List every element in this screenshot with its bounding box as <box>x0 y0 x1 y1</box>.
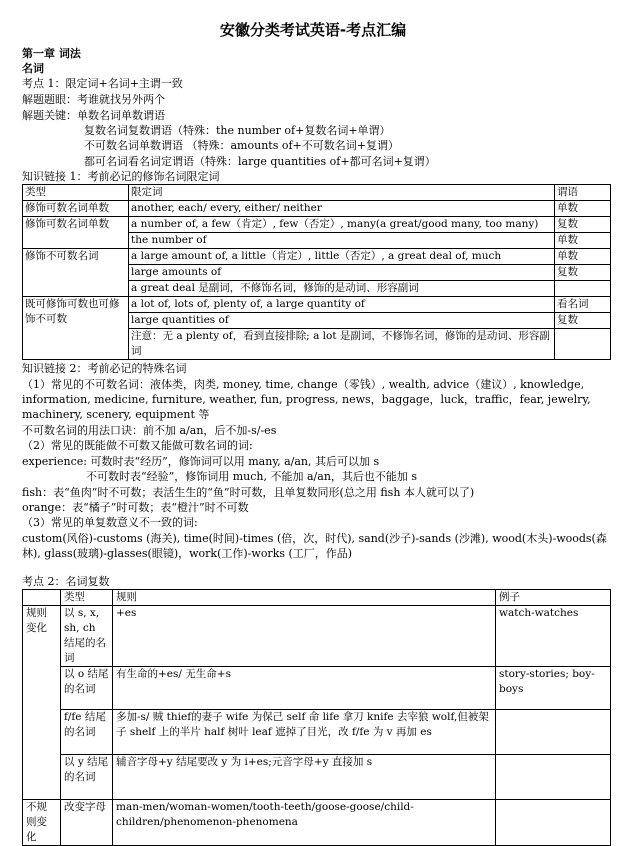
header-rule: 规则 <box>113 590 496 606</box>
cell-determiner: a large amount of, a little（肯定）, little（否定）, a great deal of, much <box>129 249 555 265</box>
experience-countable: experience: 可数时表“经历”，修饰词可以用 many, a/an, 其后可以加 s <box>22 455 380 468</box>
table-header-row <box>23 185 611 201</box>
cell-example <box>496 755 611 800</box>
cell-type: 以 o 结尾的名词 <box>61 667 113 710</box>
plural-meaning-heading: （3）常见的单复数意义不一致的词: <box>22 516 198 529</box>
cell-determiner: a great deal 是副词，不修饰名词，修饰的是动词、形容副词 <box>129 281 555 297</box>
uncountable-rhyme: 不可数名词的用法口诀：前不加 a/an，后不加-s/-es <box>22 424 277 437</box>
cell-example: story-stories; boy-boys <box>496 667 611 710</box>
cell-verb: 单数 <box>555 201 611 217</box>
kp1-key: 解题关键：单数名词单数谓语 <box>22 109 165 122</box>
uncountable-nouns-paragraph: （1）常见的不可数名词：液体类，肉类, money, time, change（零钱）, wealth, advice（建议）, knowledge, information, medicine, furniture, weather, fun, progress, news，baggage，luck，traffic，fear, jewelry, machinery, scenery, equipment 等 <box>22 378 591 421</box>
table-row <box>23 249 611 265</box>
document-title: 安徽分类考试英语-考点汇编 <box>219 21 407 39</box>
cell-rule: +es <box>113 606 496 667</box>
knowledge-link-1: 知识链接 1：考前必记的修饰名词限定词 <box>22 170 220 183</box>
cell-type: 既可修饰可数也可修饰不可数 <box>23 297 129 360</box>
table-row <box>23 755 611 800</box>
cell-example: watch-watches <box>496 606 611 667</box>
table-row <box>23 201 611 217</box>
determiner-table <box>22 184 611 360</box>
cell-verb <box>555 281 611 297</box>
cell-verb: 单数 <box>555 233 611 249</box>
cell-rule: man-men/woman-women/tooth-teeth/goose-goose/child-children/phenomenon-phenomena <box>113 800 496 846</box>
cell-type: 修饰可数名词单数 <box>23 217 129 249</box>
chapter-heading: 第一章 词法 <box>22 47 81 60</box>
section-heading: 名词 <box>22 62 44 75</box>
cell-rule: 有生命的+es/ 无生命+s <box>113 667 496 710</box>
cell-verb: 看名词 <box>555 297 611 313</box>
kp1-rule-both: 都可名词看名词定谓语（特殊：large quantities of+都可名词+复谓） <box>84 155 436 168</box>
cell-example <box>496 710 611 755</box>
cell-verb <box>555 329 611 360</box>
table-row <box>23 667 611 710</box>
cell-determiner: the number of <box>129 233 555 249</box>
orange-note: orange：表“橘子”时可数；表“橙汁”时不可数 <box>22 501 249 514</box>
cell-rule: 辅音字母+y 结尾要改 y 为 i+es;元音字母+y 直接加 s <box>113 755 496 800</box>
cell-determiner: large amounts of <box>129 265 555 281</box>
cell-type: f/fe 结尾的名词 <box>61 710 113 755</box>
header-type: 类型 <box>61 590 113 606</box>
cell-determiner: large quantities of <box>129 313 555 329</box>
cell-rule: 多加-s/ 贼 thief的妻子 wife 为保己 self 命 life 拿刀 knife 去宰狼 wolf,但被架子 shelf 上的半片 half 树叶 leaf 遮掉了目光，改 f/fe 为 v 再加 es <box>113 710 496 755</box>
table-row <box>23 710 611 755</box>
dual-nouns-heading: （2）常见的既能做不可数又能做可数名词的词: <box>22 439 253 452</box>
cell-verb: 复数 <box>555 313 611 329</box>
cell-verb: 复数 <box>555 265 611 281</box>
header-example: 例子 <box>496 590 611 606</box>
cell-type: 修饰不可数名词 <box>23 249 129 297</box>
cell-verb: 单数 <box>555 249 611 265</box>
group-irregular: 不规则变化 <box>23 800 61 846</box>
cell-verb: 复数 <box>555 217 611 233</box>
kp1-rule-plural: 复数名词复数谓语（特殊：the number of+复数名词+单谓） <box>84 124 391 137</box>
kp2-title: 考点 2：名词复数 <box>22 575 110 588</box>
plural-rules-table <box>22 589 611 846</box>
table-row <box>23 217 611 233</box>
cell-determiner: 注意：无 a plenty of，看到直接排除; a lot 是副词，不修饰名词，修饰的是动词、形容副词 <box>129 329 555 360</box>
experience-uncountable: 不可数时表“经验”，修饰词用 much, 不能加 a/an，其后也不能加 s <box>86 470 418 483</box>
kp1-rule-uncountable: 不可数名词单数谓语 （特殊：amounts of+不可数名词+复谓） <box>84 139 399 152</box>
cell-determiner: another, each/ every, either/ neither <box>129 201 555 217</box>
kp1-title: 考点 1：限定词+名词+主谓一致 <box>22 77 183 90</box>
cell-determiner: a number of, a few（肯定）, few（否定）, many(a great/good many, too many) <box>129 217 555 233</box>
group-regular: 规则变化 <box>23 606 61 800</box>
plural-meaning-examples: custom(风俗)-customs (海关), time(时间)-times (倍，次，时代), sand(沙子)-sands (沙滩), wood(木头)-woods(森林), glass(玻璃)-glasses(眼镜)，work(工作)-works (工厂，作品) <box>22 532 607 560</box>
fish-note: fish：表“鱼肉”时不可数；表活生生的“鱼”时可数，且单复数同形(总之用 fish 本人就可以了) <box>22 486 475 499</box>
header-verb: 谓语 <box>555 185 611 201</box>
cell-determiner: a lot of, lots of, plenty of, a large quantity of <box>129 297 555 313</box>
header-determiner: 限定词 <box>129 185 555 201</box>
kp1-tip: 解题题眼：考谁就找另外两个 <box>22 93 165 106</box>
knowledge-link-2: 知识链接 2：考前必记的特殊名词 <box>22 362 187 375</box>
cell-type: 改变字母 <box>61 800 113 846</box>
cell-type: 修饰可数名词单数 <box>23 201 129 217</box>
header-blank <box>23 590 61 606</box>
header-type: 类型 <box>23 185 129 201</box>
table-row <box>23 297 611 313</box>
table-header-row <box>23 590 611 606</box>
cell-type: 以 s, x, sh, ch 结尾的名词 <box>61 606 113 667</box>
cell-type: 以 y 结尾的名词 <box>61 755 113 800</box>
table-row <box>23 606 611 667</box>
